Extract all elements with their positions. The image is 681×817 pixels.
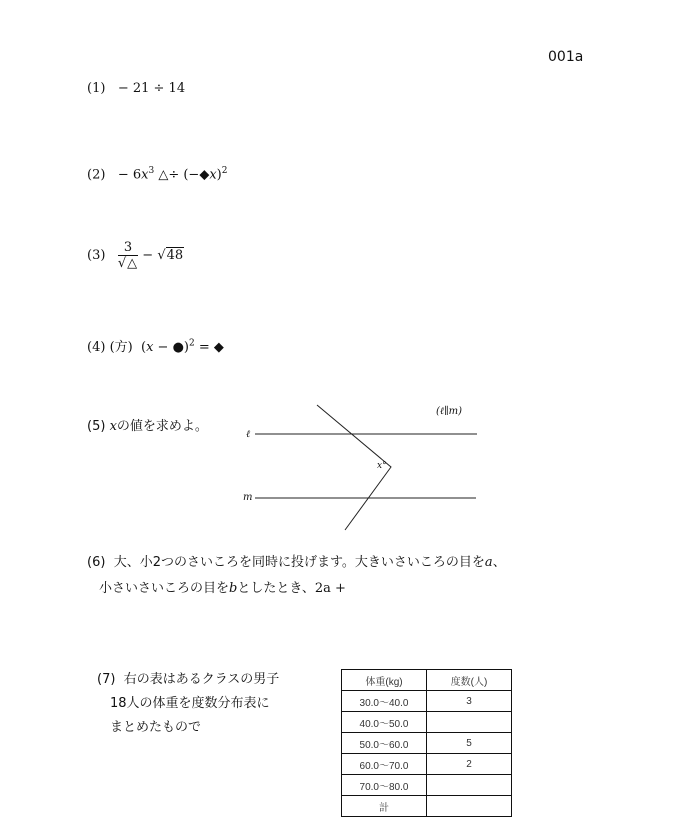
question-text: としたとき、 xyxy=(237,581,315,596)
problem-number: (2) xyxy=(87,167,106,183)
expression: − ●) xyxy=(153,340,189,355)
sqrt-symbol: √ xyxy=(157,248,166,263)
question-text: 18人の体重を度数分布表に xyxy=(110,696,270,711)
variable: a xyxy=(484,555,493,570)
expression: ) xyxy=(216,167,222,183)
variable: x xyxy=(209,167,217,183)
table-total-row xyxy=(342,796,512,817)
cell-total xyxy=(427,796,512,817)
cell-class: 60.0〜70.0 xyxy=(342,754,427,775)
cell-total-label: 計 xyxy=(342,796,427,817)
cell-class: 70.0〜80.0 xyxy=(342,775,427,796)
expression: − 21 ÷ 14 xyxy=(117,81,186,96)
problem-number: (6) xyxy=(87,555,106,570)
cell-count: 2 xyxy=(427,754,512,775)
question-text: 小さいさいころの目を xyxy=(99,581,230,596)
question-text: 、 xyxy=(492,555,506,570)
table-row xyxy=(342,754,512,775)
expression: 2a + xyxy=(314,581,346,596)
page-id: 001a xyxy=(548,49,584,65)
exponent: 2 xyxy=(188,338,195,349)
problem-number: (4) xyxy=(87,340,106,355)
problem-number: (7) xyxy=(97,672,116,687)
problem-6 xyxy=(87,550,506,602)
question-text: の値を求めよ。 xyxy=(116,419,208,434)
frequency-table xyxy=(341,669,512,817)
exponent: 3 xyxy=(148,166,155,176)
table-row xyxy=(342,712,512,733)
exponent: 2 xyxy=(221,166,228,176)
question-text: 右の表はあるクラスの男子 xyxy=(123,672,280,687)
expression: ( xyxy=(140,340,147,355)
expression: △÷ (−◆ xyxy=(154,167,210,183)
cell-count xyxy=(427,775,512,796)
minus: − xyxy=(142,248,154,263)
radicand: 48 xyxy=(166,248,184,263)
sqrt-symbol: √ xyxy=(117,256,127,271)
table-row xyxy=(342,733,512,754)
table-row xyxy=(342,775,512,796)
cell-count: 5 xyxy=(427,733,512,754)
question-text: まとめたもので xyxy=(110,720,202,735)
problem-number: (5) xyxy=(87,419,106,434)
problem-7 xyxy=(97,668,279,740)
variable: x xyxy=(109,419,117,434)
variable: b xyxy=(229,581,238,596)
cell-class: 40.0〜50.0 xyxy=(342,712,427,733)
cell-class: 30.0〜40.0 xyxy=(342,691,427,712)
cell-count xyxy=(427,712,512,733)
header-frequency: 度数(人) xyxy=(427,670,512,691)
label-l: ℓ xyxy=(246,429,251,440)
variable: x xyxy=(141,167,149,183)
radicand: △ xyxy=(127,256,138,271)
problem-number: (1) xyxy=(87,81,106,96)
parallel-condition: (ℓ∥m) xyxy=(436,406,463,417)
problem-number: (3) xyxy=(87,248,106,263)
expression: = ◆ xyxy=(194,340,224,355)
angle-label: x° xyxy=(377,461,387,471)
cell-count: 3 xyxy=(427,691,512,712)
variable: x xyxy=(146,340,154,355)
table-header-row xyxy=(342,670,512,691)
cell-class: 50.0〜60.0 xyxy=(342,733,427,754)
question-text: 大、小2つのさいころを同時に投げます。大きいさいころの目を xyxy=(113,555,485,570)
numerator: 3 xyxy=(118,240,138,256)
table-row xyxy=(342,691,512,712)
label-m: m xyxy=(243,492,253,503)
expression: − 6 xyxy=(117,167,142,183)
header-weight: 体重(kg) xyxy=(342,670,427,691)
label: (方) xyxy=(109,340,133,355)
